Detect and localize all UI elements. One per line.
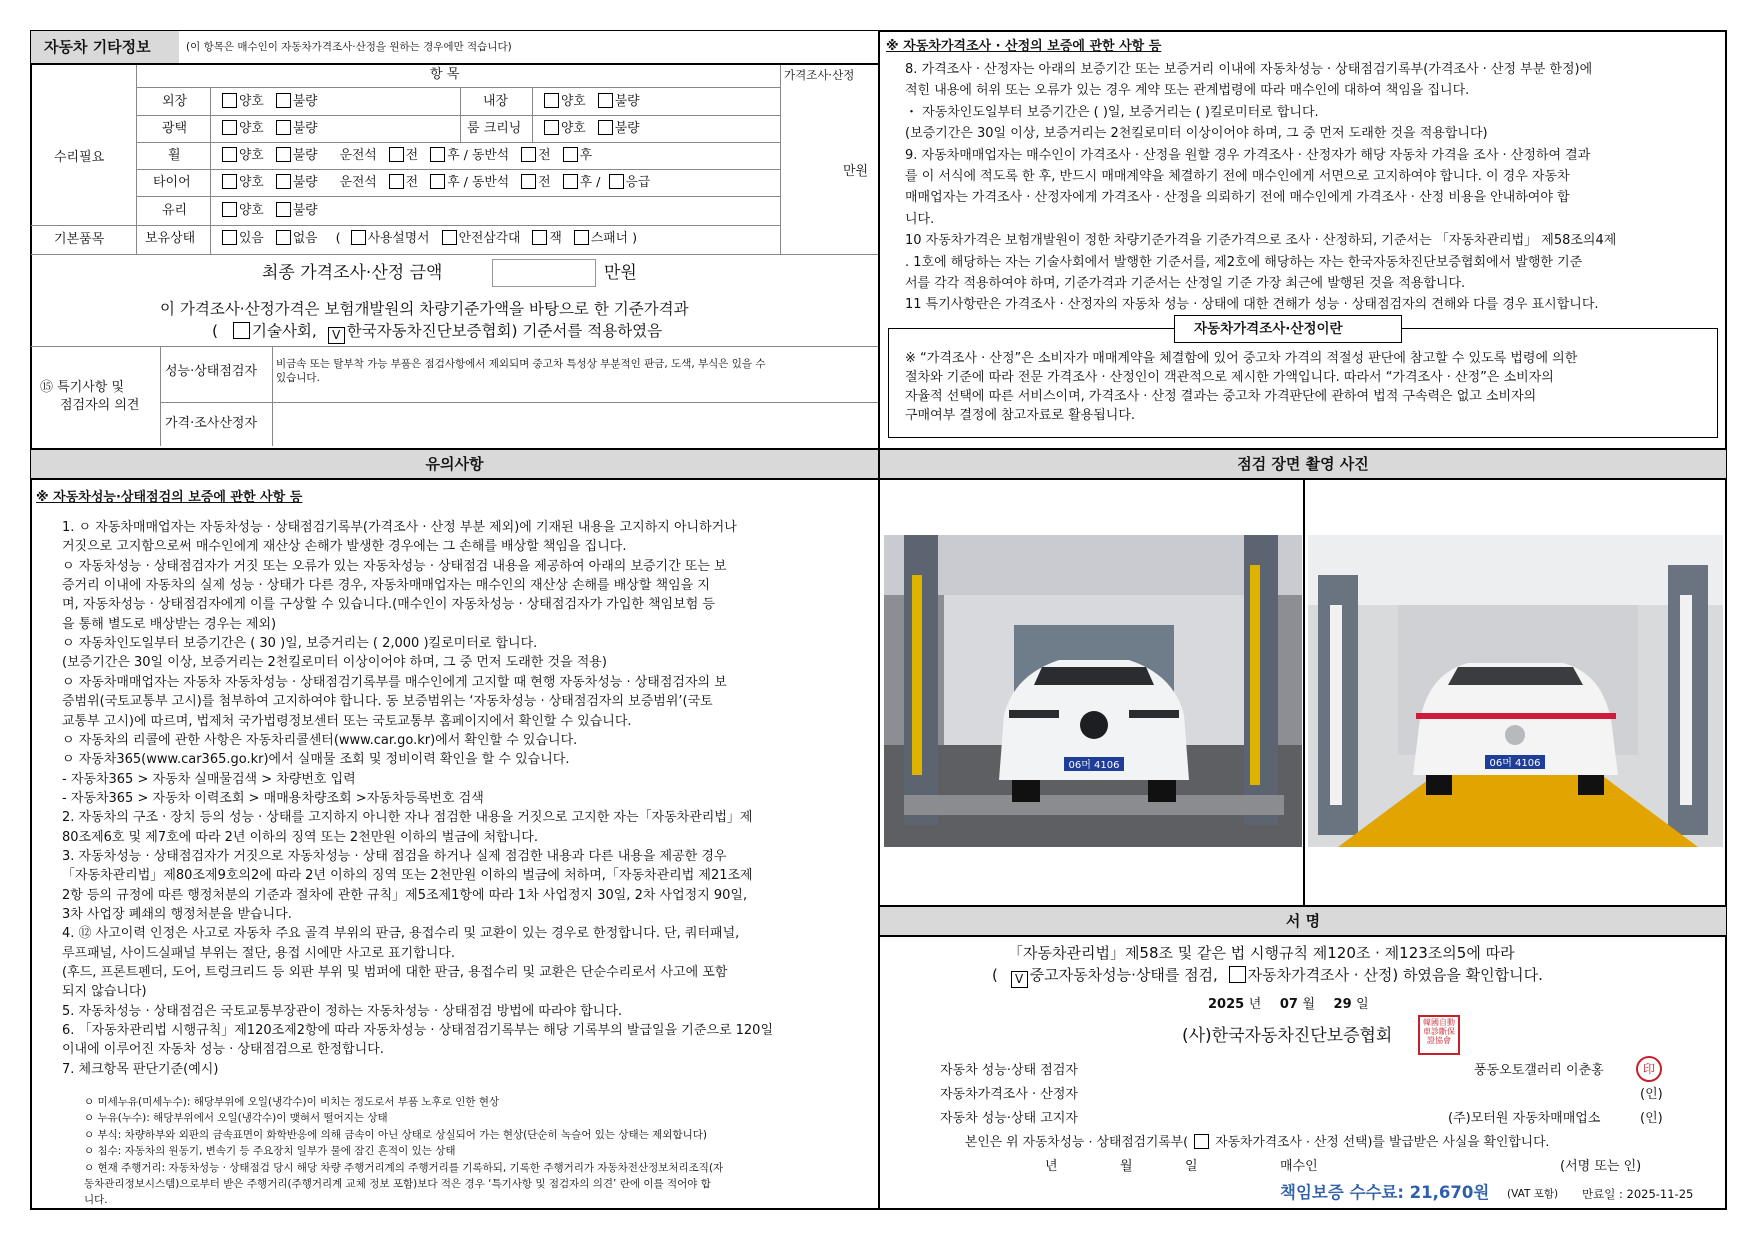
inspector-label: 성능·상태점검자 bbox=[165, 364, 258, 379]
car-info-title: 자동차 기타정보 bbox=[44, 38, 151, 56]
criteria-line: 동차관리정보시스템)으로부터 받은 주행거리(주행거리계 교체 정보 포함)보다 적은 경우 ‘특기사항 및 점검자의 의견’ 란에 이를 적어야 합 bbox=[84, 1178, 711, 1190]
receipt-price-checkbox[interactable] bbox=[1194, 1134, 1209, 1149]
car-info-subtitle: (이 항목은 매수인이 자동차가격조사·산정을 원하는 경우에만 적습니다) bbox=[186, 41, 512, 53]
law-line: 「자동차관리법」제58조 및 같은 법 시행규칙 제120조 · 제123조의5에 따라 bbox=[1008, 944, 1515, 962]
notice-line: ㅇ 자동차매매업자는 자동차 자동차성능 · 상태점검기록부를 매수인에게 고지할 때 현행 자동차성능 · 상태점검자의 보 bbox=[62, 674, 727, 690]
notifier-sign-name: (주)모터원 자동차매매업소 bbox=[1448, 1111, 1601, 1126]
confirm-line: ( V 중고자동차성능·상태를 점검, 자동차가격조사 · 산정) 하였음을 확인합니다. bbox=[992, 966, 1543, 986]
label-interior: 내장 bbox=[483, 94, 509, 109]
tire-driver-rear-checkbox[interactable] bbox=[430, 174, 445, 189]
glass-options: 양호 불량 bbox=[222, 202, 318, 219]
wheel-passenger-rear-checkbox[interactable] bbox=[563, 147, 578, 162]
notice-line: 6. 「자동차관리법 시행규칙」제120조제2항에 따라 자동차성능 · 상태점검기록부는 해당 기록부의 발급일을 기준으로 120일 bbox=[62, 1023, 773, 1039]
criteria-line: ㅇ 현재 주행거리: 자동차성능 · 상태점검 당시 해당 차량 주행거리계의 주행거리를 기록하되, 기록한 주행거리가 자동차전산정보처리조직(자 bbox=[84, 1161, 724, 1174]
notice-line: 교통부 고시)에 따르며, 법제처 국가법령정보센터 또는 국토교통부 홈페이지에서 확인할 수 있습니다. bbox=[62, 713, 632, 729]
col-price-header: 가격조사·산정 bbox=[784, 68, 855, 82]
appraiser-seal-mark: (인) bbox=[1640, 1087, 1663, 1102]
spanner-checkbox[interactable] bbox=[574, 230, 589, 245]
basis-tech-checkbox[interactable] bbox=[233, 322, 250, 339]
notice-line: - 자동차365 > 자동차 이력조회 > 매매용차량조회 >자동차등록번호 검색 bbox=[62, 790, 484, 806]
triangle-checkbox[interactable] bbox=[442, 230, 457, 245]
owned-none-checkbox[interactable] bbox=[276, 230, 291, 245]
room-cleaning-options: 양호 불량 bbox=[544, 120, 640, 137]
inspection-photo-front bbox=[884, 535, 1302, 847]
manual-checkbox[interactable] bbox=[351, 230, 366, 245]
notice-line: (후드, 프론트펜더, 도어, 트렁크리드 등 외판 부위 및 범퍼에 대한 판금, 용접수리 및 교환은 단순수리로서 사고에 포함 bbox=[62, 965, 728, 981]
criteria-line: ㅇ 미세누유(미세누수): 해당부위에 오일(냉각수)이 비치는 정도로서 부품 노후로 인한 현상 bbox=[84, 1096, 500, 1108]
interior-bad-checkbox[interactable] bbox=[598, 93, 613, 108]
photo-header: 점검 장면 촬영 사진 bbox=[880, 448, 1726, 480]
notice-line: 2. 자동차의 구조 · 장치 등의 성능 · 상태를 고지하지 아니한 자나 점검한 내용을 거짓으로 고지한 자는「자동차관리법」제 bbox=[62, 810, 753, 826]
inspector-seal: 印 bbox=[1636, 1056, 1662, 1082]
jack-checkbox[interactable] bbox=[532, 230, 547, 245]
price-unit: 만원 bbox=[843, 164, 869, 179]
sign-date: 2025 년 07 월 29 일 bbox=[1208, 997, 1369, 1012]
glass-bad-checkbox[interactable] bbox=[276, 202, 291, 217]
price-guarantee-line: ・ 자동차인도일부터 보증기간은 ( )일, 보증거리는 ( )킬로미터로 합니다. bbox=[905, 104, 1319, 120]
price-definition-line: 자율적 선택에 따른 서비스이며, 가격조사 · 산정 결과는 중고차 가격판단에 관하여 법적 구속력은 없고 소비자의 bbox=[905, 389, 1537, 404]
price-guarantee-line: 니다. bbox=[905, 211, 935, 227]
basis-kadia-checkbox[interactable]: V bbox=[328, 327, 345, 344]
notice-line: 2항 등의 규정에 따른 행정처분의 기준과 절차에 관한 규칙」제5조제1항에 따라 1차 사업정지 30일, 2차 사업정지 90일, bbox=[62, 887, 748, 903]
notice-title: ※ 자동차성능·상태점검의 보증에 관한 사항 등 bbox=[36, 490, 303, 505]
price-guarantee-title: ※ 자동차가격조사 · 산정의 보증에 관한 사항 등 bbox=[886, 39, 1162, 54]
signature-header: 서 명 bbox=[880, 905, 1726, 937]
notice-line: - 자동차365 > 자동차 실매물검색 > 차량번호 입력 bbox=[62, 771, 356, 787]
wheel-options: 양호 불량 운전석 전 후 / 동반석 전 후 bbox=[222, 147, 592, 164]
notice-line: ㅇ 자동차성능 · 상태점검자가 거짓 또는 오류가 있는 자동차성능 · 상태점검 내용을 제공하여 아래의 보증기간 또는 보 bbox=[62, 558, 727, 574]
price-guarantee-line: 9. 자동차매매업자는 매수인이 가격조사 · 산정을 원할 경우 가격조사 · 산정자가 해당 자동차 가격을 조사 · 산정하여 결과 bbox=[905, 147, 1591, 163]
tire-bad-checkbox[interactable] bbox=[276, 174, 291, 189]
glass-good-checkbox[interactable] bbox=[222, 202, 237, 217]
receipt-month-label: 월 bbox=[1120, 1159, 1133, 1174]
notifier-seal-mark: (인) bbox=[1640, 1111, 1663, 1126]
notifier-sign-label: 자동차 성능·상태 고지자 bbox=[940, 1111, 1078, 1126]
inspector-sign-name: 풍동오토갤러리 이춘홍 bbox=[1474, 1063, 1604, 1078]
rear-car-image bbox=[1308, 535, 1723, 847]
notice-line: ㅇ 자동차365(www.car365.go.kr)에서 실매물 조회 및 정비이력 확인을 할 수 있습니다. bbox=[62, 752, 570, 768]
interior-good-checkbox[interactable] bbox=[544, 93, 559, 108]
final-price-label: 최종 가격조사·산정 금액 bbox=[262, 263, 443, 283]
room-good-checkbox[interactable] bbox=[544, 120, 559, 135]
appraiser-sign-label: 자동차가격조사 · 산정자 bbox=[940, 1087, 1078, 1102]
rear-plate: 06머 4106 bbox=[1489, 758, 1541, 769]
inspect-checkbox[interactable]: V bbox=[1011, 971, 1028, 988]
notice-line: 5. 자동차성능 · 상태점검은 국토교통부장관이 정하는 자동차성능 · 상태점검 방법에 따라야 합니다. bbox=[62, 1003, 623, 1019]
tire-driver-front-checkbox[interactable] bbox=[389, 174, 404, 189]
notice-line: 증범위(국토교통부 고시)를 첨부하여 고지하여야 합니다. 동 보증범위는 ‘자동차성능 · 상태점검자의 보증범위’(국토 bbox=[62, 694, 713, 710]
special-notes-label-1: ⑮ 특기사항 및 bbox=[40, 380, 125, 395]
inspection-photo-rear bbox=[1308, 535, 1723, 847]
price-definition-line: ※ “가격조사 · 산정”은 소비자가 매매계약을 체결함에 있어 중고차 가격의 적절성 판단에 참고할 수 있도록 법령에 의한 bbox=[905, 351, 1578, 366]
price-guarantee-line: 8. 가격조사 · 산정자는 아래의 보증기간 또는 보증거리 이내에 자동차성능 · 상태점검기록부(가격조사 · 산정 부분 한정)에 bbox=[905, 62, 1593, 77]
label-owned: 보유상태 bbox=[145, 231, 196, 246]
gloss-good-checkbox[interactable] bbox=[222, 120, 237, 135]
notice-line: 거짓으로 고지함으로써 매수인에게 재산상 손해가 발생한 경우에는 그 손해를 배상할 책임을 집니다. bbox=[62, 539, 627, 555]
basic-items-label: 기본품목 bbox=[54, 232, 105, 247]
price-guarantee-line: 를 이 서식에 적도록 한 후, 반드시 매매계약을 체결하기 전에 매수인에게 서면으로 고지하여야 합니다. 이 경우 자동차 bbox=[905, 169, 1570, 184]
buyer-sign-mark: (서명 또는 인) bbox=[1560, 1159, 1642, 1174]
repair-label: 수리필요 bbox=[54, 150, 105, 165]
gloss-bad-checkbox[interactable] bbox=[276, 120, 291, 135]
basis-text: 이 가격조사·산정가격은 보험개발원의 차량기준가액을 바탕으로 한 기준가격과 bbox=[160, 300, 689, 318]
notice-header: 유의사항 bbox=[31, 448, 878, 480]
association-name: (사)한국자동차진단보증협회 bbox=[1182, 1026, 1393, 1046]
notice-line: 되지 않습니다) bbox=[62, 984, 147, 1000]
interior-options: 양호 불량 bbox=[544, 93, 640, 110]
final-price-input[interactable] bbox=[492, 259, 596, 287]
front-car-image bbox=[884, 535, 1302, 847]
owned-options: 있음 없음 ( 사용설명서 안전삼각대 잭 스패너 ) bbox=[222, 230, 637, 247]
price-guarantee-line: . 1호에 해당하는 자는 기술사회에서 발행한 기준서를, 제2호에 해당하는 자는 한국자동차진단보증협회에서 발행한 기준 bbox=[905, 254, 1583, 270]
price-guarantee-line: 적힌 내용에 허위 또는 오류가 있는 경우 계약 또는 관계법령에 따라 매수인에 대하여 책임을 집니다. bbox=[905, 83, 1470, 99]
price-guarantee-line: 11 특기사항란은 가격조사 · 산정자의 자동차 성능 · 상태에 대한 견해가 성능 · 상태점검자의 견해와 다를 경우 표시합니다. bbox=[905, 297, 1599, 313]
inspector-opinion-2: 있습니다. bbox=[276, 372, 320, 384]
label-exterior: 외장 bbox=[162, 94, 188, 109]
notice-line: 이내에 이루어진 자동차 성능 · 상태점검으로 한정합니다. bbox=[62, 1042, 384, 1058]
price-guarantee-line: (보증기간은 30일 이상, 보증거리는 2천킬로미터 이상이어야 하며, 그 중 먼저 도래한 것을 적용합니다) bbox=[905, 126, 1488, 142]
notice-line: 「자동차관리법」제80조제9호의2에 따라 2년 이하의 징역 또는 2천만원 이하의 벌금에 처하며,「자동차관리법 제21조제 bbox=[62, 868, 753, 884]
basis-options: ( 기술사회, V 한국자동차진단보증협회) 기준서를 적용하였음 bbox=[212, 322, 663, 342]
notice-line: 3. 자동차성능 · 상태점검자가 거짓으로 자동차성능 · 상태 점검을 하거나 실제 점검한 내용과 다른 내용을 제공한 경우 bbox=[62, 848, 727, 864]
gloss-options: 양호 불량 bbox=[222, 120, 318, 137]
room-bad-checkbox[interactable] bbox=[598, 120, 613, 135]
exterior-options: 양호 불량 bbox=[222, 93, 318, 110]
wheel-bad-checkbox[interactable] bbox=[276, 147, 291, 162]
rule bbox=[31, 63, 878, 65]
inspector-opinion-1: 비금속 또는 탈부착 가능 부품은 점검사항에서 제외되며 중고차 특성상 부분적인 판금, 도색, 부식은 있을 수 bbox=[276, 358, 766, 370]
tire-good-checkbox[interactable] bbox=[222, 174, 237, 189]
price-guarantee-line: 매매업자는 가격조사 · 산정자에게 가격조사 · 산정을 의뢰하기 전에 매수인에게 가격조사 · 산정 비용을 안내하여야 합 bbox=[905, 190, 1570, 206]
criteria-line: ㅇ 부식: 차량하부와 외판의 금속표면이 화학반응에 의해 금속이 아닌 상태로 상실되어 가는 현상(단순히 녹슬어 있는 상태는 제외합니다) bbox=[84, 1128, 707, 1141]
notice-line: 4. ⑫ 사고이력 인정은 사고로 자동차 주요 골격 부위의 판금, 용접수리 및 교환이 있는 경우로 한정합니다. 단, 쿼터패널, bbox=[62, 926, 740, 942]
buyer-label: 매수인 bbox=[1280, 1159, 1318, 1174]
wheel-passenger-front-checkbox[interactable] bbox=[521, 147, 536, 162]
notice-line: 며, 자동차성능 · 상태점검자에게 이를 구상할 수 있습니다.(매수인이 자동차성능 · 상태점검자가 가입한 책임보험 등 bbox=[62, 597, 715, 613]
price-guarantee-line: 10 자동차가격은 보험개발원이 정한 차량기준가격을 기준가격으로 조사 · 산정하되, 기준서는 「자동차관리법」 제58조의4제 bbox=[905, 233, 1617, 249]
inspector-sign-label: 자동차 성능·상태 점검자 bbox=[940, 1063, 1078, 1078]
notice-line: (보증기간은 30일 이상, 보증거리는 2천킬로미터 이상이어야 하며, 그 중 먼저 도래한 것을 적용) bbox=[62, 655, 607, 671]
price-definition-line: 구매여부 결정에 참고자료로 활용됩니다. bbox=[905, 408, 1136, 423]
vat-note: (VAT 포함) bbox=[1507, 1188, 1559, 1200]
wheel-driver-rear-checkbox[interactable] bbox=[430, 147, 445, 162]
receipt-year-label: 년 bbox=[1045, 1159, 1058, 1174]
label-tire: 타이어 bbox=[153, 175, 191, 190]
price-definition-title: 자동차가격조사·산정이란 bbox=[1194, 321, 1343, 337]
guarantee-fee: 책임보증 수수료: 21,670원 bbox=[1280, 1183, 1490, 1202]
label-gloss: 광택 bbox=[162, 121, 188, 136]
notice-line: 루프패널, 사이드실패널 부위는 절단, 용접 시에만 사고로 표기합니다. bbox=[62, 945, 455, 961]
center-divider bbox=[878, 30, 880, 1210]
notice-line: 80조제6호 및 제7호에 따라 2년 이하의 징역 또는 2천만원 이하의 벌금에 처합니다. bbox=[62, 829, 538, 845]
notice-line: 7. 체크항목 판단기준(예시) bbox=[62, 1061, 219, 1077]
front-plate: 06머 4106 bbox=[1068, 760, 1120, 771]
wheel-driver-front-checkbox[interactable] bbox=[389, 147, 404, 162]
label-room-cleaning: 룸 크리닝 bbox=[467, 121, 522, 136]
label-glass: 유리 bbox=[162, 203, 188, 218]
receipt-line: 본인은 위 자동차성능 · 상태점검기록부( 자동차가격조사 · 산정 선택)를 발급받은 사실을 확인합니다. bbox=[965, 1135, 1550, 1150]
tire-options: 양호 불량 운전석 전 후 / 동반석 전 후 / 응급 bbox=[222, 174, 650, 191]
exterior-good-checkbox[interactable] bbox=[222, 93, 237, 108]
price-checkbox[interactable] bbox=[1229, 966, 1246, 983]
notice-line: 3차 사업장 폐쇄의 행정처분을 받습니다. bbox=[62, 907, 292, 922]
appraiser-label: 가격·조사산정자 bbox=[165, 416, 258, 431]
tire-emergency-checkbox[interactable] bbox=[609, 174, 624, 189]
notice-line: 을 통해 별도로 배상받는 경우는 제외) bbox=[62, 616, 277, 632]
exterior-bad-checkbox[interactable] bbox=[276, 93, 291, 108]
expiry-date: 만료일 : 2025-11-25 bbox=[1582, 1187, 1694, 1201]
criteria-line: ㅇ 침수: 자동차의 원동기, 변속기 등 주요장치 일부가 물에 잠긴 흔적이 있는 상태 bbox=[84, 1145, 456, 1158]
price-definition-line: 절차와 기준에 따라 전문 가격조사 · 산정인이 객관적으로 제시한 가액입니다. 따라서 “가격조사 · 산정”은 소비자의 bbox=[905, 370, 1554, 385]
notice-line: ㅇ 자동차인도일부터 보증기간은 ( 30 )일, 보증거리는 ( 2,000 )킬로미터로 합니다. bbox=[62, 636, 538, 652]
association-seal: 韓國自動車診斷保證協會 bbox=[1418, 1015, 1460, 1055]
special-notes-label-2: 점검자의 의견 bbox=[60, 398, 140, 413]
label-wheel: 휠 bbox=[168, 148, 181, 163]
owned-have-checkbox[interactable] bbox=[222, 230, 237, 245]
price-guarantee-line: 서를 각각 적용하여야 하며, 기준가격과 기준서는 산정일 기준 가장 최근에 발행된 것을 적용합니다. bbox=[905, 276, 1466, 291]
col-item-header: 항 목 bbox=[430, 67, 460, 82]
final-price-unit: 만원 bbox=[604, 263, 637, 283]
wheel-good-checkbox[interactable] bbox=[222, 147, 237, 162]
criteria-line: ㅇ 누유(누수): 해당부위에서 오일(냉각수)이 맺혀서 떨어지는 상태 bbox=[84, 1112, 388, 1125]
notice-line: 1. ㅇ 자동차매매업자는 자동차성능 · 상태점검기록부(가격조사 · 산정 부분 제외)에 기재된 내용을 고지하지 아니하거나 bbox=[62, 520, 737, 535]
criteria-line: 니다. bbox=[84, 1194, 108, 1207]
notice-line: 증거리 이내에 자동차의 실제 성능 · 상태가 다른 경우, 자동차매매업자는 매수인의 재산상 손해를 배상할 책임을 지 bbox=[62, 578, 710, 594]
tire-passenger-front-checkbox[interactable] bbox=[521, 174, 536, 189]
tire-passenger-rear-checkbox[interactable] bbox=[563, 174, 578, 189]
notice-line: ㅇ 자동차의 리콜에 관한 사항은 자동차리콜센터(www.car.go.kr)에서 확인할 수 있습니다. bbox=[62, 732, 578, 748]
receipt-day-label: 일 bbox=[1185, 1159, 1198, 1174]
